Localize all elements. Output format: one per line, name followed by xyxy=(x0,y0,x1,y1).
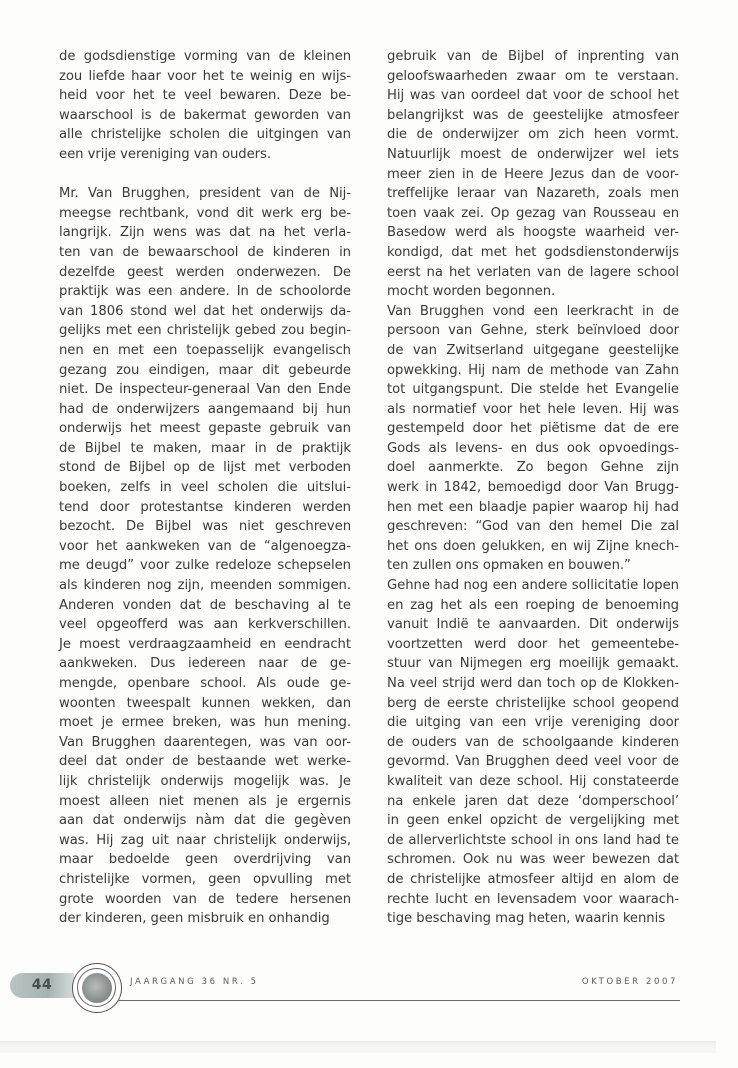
text-line: grote woorden van de tedere hersenen xyxy=(59,891,351,907)
text-line: Gehne had nog een andere sollicitatie lopen xyxy=(387,578,679,594)
text-line: belangrijkst was de geestelijke atmosfeer xyxy=(387,107,679,123)
text-line: had de onderwijzers aangemaand bij hun xyxy=(59,401,351,417)
text-line: lijk christelijk onderwijs mogelijk was. Je xyxy=(59,773,351,789)
text-line: treffelijke leraar van Nazareth, zoals men xyxy=(387,186,679,202)
right-text-column xyxy=(387,47,679,929)
footer-rule xyxy=(118,1000,680,1001)
text-line: zou liefde haar voor het te weinig en wijs- xyxy=(59,68,351,84)
text-line: na enkele jaren dat deze ‘domperschool’ xyxy=(387,793,679,809)
journal-seal-emblem-icon xyxy=(72,963,122,1013)
scan-edge-shadow xyxy=(0,1041,716,1053)
text-line: Na veel strijd werd dan toch op de Klokken- xyxy=(387,676,679,691)
text-line: praktijk was een andere. In de schoolorde xyxy=(59,284,351,300)
text-line: hen met een blaadje papier waarop hij had xyxy=(387,499,679,515)
text-line: berg de eerste christelijke school geopend xyxy=(387,695,679,711)
text-line: christelijke vormen, geen opvulling met xyxy=(59,871,351,887)
text-line: geschreven: “God van den hemel Die zal xyxy=(387,519,679,535)
text-line: boeken, zelfs in veel scholen die uitslui- xyxy=(59,480,351,496)
text-line: deel dat onder de bestaande wet werke- xyxy=(59,754,351,770)
text-line: woonten tweespalt kunnen wekken, dan xyxy=(59,695,351,711)
text-line: Gods als levens- en dus ook opvoedings- xyxy=(387,440,679,456)
text-line: alle christelijke scholen die uitgingen van xyxy=(59,127,351,143)
paragraph xyxy=(387,302,679,576)
text-line: Anderen vonden dat de beschaving al te xyxy=(59,597,351,613)
text-line: in geen enkel opzicht de vergelijking met xyxy=(387,813,679,829)
text-line: tige beschaving mag heten, waarin kennis xyxy=(387,911,666,927)
page-number-badge: 44 xyxy=(10,973,74,998)
text-line: veel opgeofferd was aan kerkverschillen. xyxy=(59,617,351,633)
text-line: ten van de bewaarschool de kinderen in xyxy=(59,244,351,260)
text-line: en zag het als een roeping de benoeming xyxy=(387,597,679,613)
text-line: voor het aankweken van de “algenoegza- xyxy=(59,538,351,554)
text-line: gelijks met een christelijk gebed zou begin- xyxy=(59,323,351,339)
text-line: tot uitgangspunt. Die stelde het Evangelie xyxy=(387,382,679,398)
text-line: vanuit Indië te aanvaarden. Dit onderwijs xyxy=(387,617,679,633)
text-line: gebruik van de Bijbel of inprenting van xyxy=(387,49,679,64)
seal-center xyxy=(82,973,112,1003)
text-line: schromen. Ook nu was weer bewezen dat xyxy=(387,852,679,868)
text-line: bezocht. De Bijbel was niet geschreven xyxy=(59,519,351,535)
paragraph xyxy=(59,47,351,165)
text-line: de Bijbel te maken, maar in de praktijk xyxy=(59,440,351,456)
text-line: waarschool is de bakermat geworden van xyxy=(59,107,351,123)
text-line: meer zien in de Heere Jezus dan de voor- xyxy=(387,166,679,182)
text-line: de godsdienstige vorming van de kleinen xyxy=(59,49,351,64)
text-line: niet. De inspecteur-generaal Van den Ende xyxy=(59,382,351,398)
paragraph xyxy=(59,184,351,929)
text-line: aan dat onderwijs nàm dat die gegèven xyxy=(59,813,351,829)
text-line: geloofswaarheden zwaar om te verstaan. xyxy=(387,68,679,84)
text-line: Van Brugghen daarentegen, was van oor- xyxy=(59,734,351,750)
text-line: ten zullen ons opmaken en bouwen.” xyxy=(387,558,631,574)
text-line: eerst na het verlaten van de lagere school xyxy=(387,264,679,280)
text-line: onderwijs het meest gepaste gebruik van xyxy=(59,421,351,437)
text-line: langrijk. Zijn wens was dat na het verla- xyxy=(59,225,351,241)
text-line: opwekking. Hij nam de methode van Zahn xyxy=(387,362,679,378)
issue-date: OKTOBER 2007 xyxy=(581,977,678,987)
text-line: voortzetten werd door het gemeentebe- xyxy=(387,636,679,652)
text-line: Natuurlijk moest de onderwijzer wel iets xyxy=(387,146,679,162)
text-line: moest alleen niet menen als je ergernis xyxy=(59,793,351,809)
text-line: nen en met een toepasselijk evangelisch xyxy=(59,342,351,358)
text-line: de van Zwitserland uitgegane geestelijke xyxy=(387,342,679,358)
text-line: kondigd, dat met het godsdienstonderwijs xyxy=(387,244,679,260)
text-line: Je moest verdraagzaamheid en eendracht xyxy=(59,636,351,652)
text-line: de allerverlichtste school in ons land had te xyxy=(387,832,679,848)
text-line: Mr. Van Brugghen, president van de Nij- xyxy=(59,186,351,202)
text-line: moet je ermee breken, was hun mening. xyxy=(59,715,351,731)
issue-label: JAARGANG 36 NR. 5 xyxy=(130,977,259,987)
page-footer xyxy=(0,960,738,1020)
text-line: van 1806 stond wel dat het onderwijs da- xyxy=(59,303,351,319)
text-line: de christelijke atmosfeer altijd en alom de xyxy=(387,871,679,887)
text-line: persoon van Gehne, sterk beïnvloed door xyxy=(387,323,679,339)
text-line: heid voor het te veel bewaren. Deze be- xyxy=(59,88,351,104)
text-line: als kinderen nog zijn, meenden sommigen. xyxy=(59,578,351,594)
text-line: maar bedoelde geen overdrijving van xyxy=(59,852,351,868)
text-line: het ons doen gelukken, en wij Zijne knech- xyxy=(387,538,679,554)
text-line: rechte lucht en levensadem voor waarach- xyxy=(387,891,679,907)
text-line: gezang zou eindigen, maar dit gebeurde xyxy=(59,362,351,378)
text-line: Hij was van oordeel dat voor de school het xyxy=(387,88,679,104)
text-line: me deugd” voor zulke redeloze schepselen xyxy=(59,558,351,574)
text-line: werk in 1842, bemoedigd door Van Brugg- xyxy=(387,480,679,496)
text-line: mengde, openbare school. Als oude ge- xyxy=(59,676,351,691)
text-line: doel aanmerkte. Zo begon Gehne zijn xyxy=(387,460,679,476)
text-line: mocht worden begonnen. xyxy=(387,284,556,300)
text-line: Basedow werd als hoogste waarheid ver- xyxy=(387,225,679,241)
text-line: Van Brugghen vond een leerkracht in de xyxy=(387,303,679,319)
text-line: was. Hij zag uit naar christelijk onderwijs, xyxy=(59,832,351,848)
text-line: gevormd. Van Brugghen deed veel voor de xyxy=(387,754,679,770)
paragraph xyxy=(387,47,679,302)
text-line: kwaliteit van deze school. Hij constateerde xyxy=(387,773,679,789)
text-line: een vrije vereniging van ouders. xyxy=(59,146,272,162)
text-line: aankweken. Dus iedereen naar de ge- xyxy=(59,656,351,672)
text-line: stuur van Nijmegen erg moeilijk gemaakt. xyxy=(387,656,679,672)
text-line: toen vaak zei. Op gezag van Rousseau en xyxy=(387,205,679,221)
text-line: meegse rechtbank, vond dit werk erg be- xyxy=(59,205,351,221)
text-line: stond de Bijbel op de lijst met verboden xyxy=(59,460,351,476)
text-line: die de onderwijzer om zich heen vormt. xyxy=(387,127,679,143)
text-line: tend door protestantse kinderen werden xyxy=(59,499,351,515)
text-line: als normatief voor het hele leven. Hij was xyxy=(387,401,679,417)
text-line: gestempeld door het piëtisme dat de ere xyxy=(387,421,679,437)
text-line: der kinderen, geen misbruik en onhandig xyxy=(59,911,330,927)
text-line: dezelfde geest werden onderwezen. De xyxy=(59,264,351,280)
paragraph xyxy=(387,576,679,929)
left-text-column xyxy=(59,47,351,929)
text-line: de ouders van de schoolgaande kinderen xyxy=(387,734,679,750)
text-line: die uitging van een vrije vereniging door xyxy=(387,715,679,731)
